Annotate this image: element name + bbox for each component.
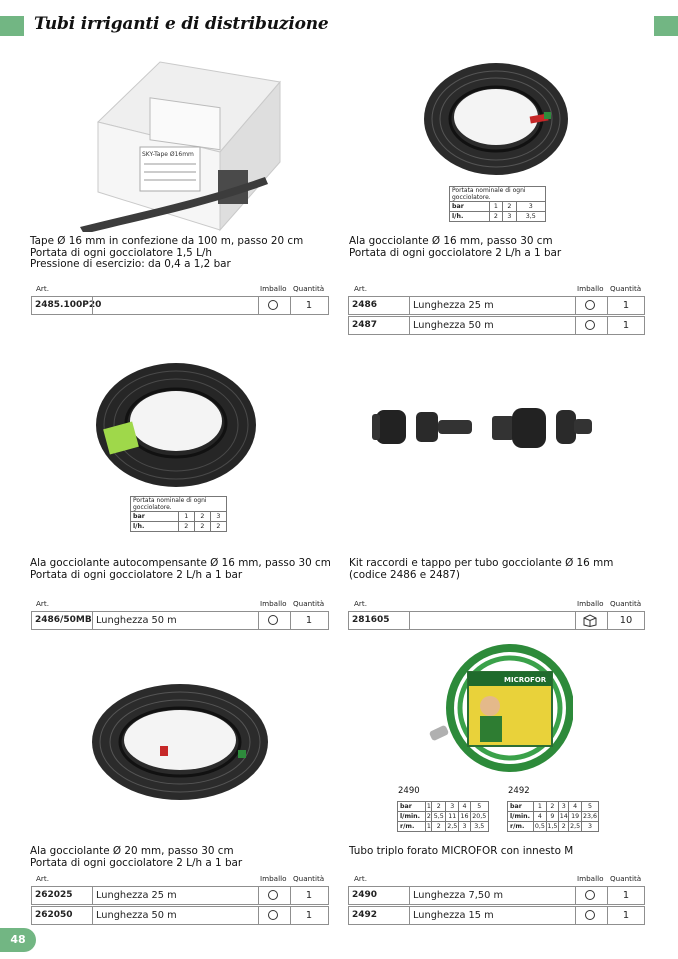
article-code: 2486/50MB [35,615,92,625]
package-ring-icon [585,890,595,900]
quantity: 1 [622,890,630,901]
product-image-microfor-hose [428,644,573,776]
package-ring-icon [585,910,595,920]
table-cell: 1 [534,802,547,812]
table-cell: 4 [569,802,582,812]
desc-line: (codice 2486 e 2487) [349,568,460,581]
desc-line: Kit raccordi e tappo per tubo gocciolante Ø 16 mm [349,557,614,569]
table-cell: 2 [194,512,210,522]
tape-box-label: SKY-Tape Ø16mm [142,151,194,158]
table-cell: r/m. [398,822,426,832]
product-description-hose-16 [349,236,561,259]
table-cell: 3 [516,202,545,212]
column-header-art: Art. [354,599,367,608]
product-description-tape [30,236,303,271]
table-row [348,906,645,925]
table-cell: 3 [581,822,598,832]
product-image-compensating-coil [92,355,262,490]
table-cell: 11 [445,812,459,822]
item-label: Lunghezza 50 m [413,320,494,331]
column-header-imballo: Imballo [577,874,604,883]
product-image-hose-coil-20mm [88,680,273,805]
table-cell: 2 [426,813,431,820]
table-cell: 2 [503,202,516,212]
table-cell: 23,6 [582,813,597,820]
table-cell: 1 [178,512,194,522]
table-cell: 2 [489,212,502,222]
table-cell: bar [398,802,426,812]
table-cell: 5 [581,802,598,812]
table-cell: 2,5 [447,823,458,830]
table-row [348,316,645,335]
item-label: Lunghezza 15 m [413,910,494,921]
desc-line: Ala gocciolante Ø 16 mm, passo 30 cm [349,235,553,247]
table-cell: 2,5 [570,823,581,830]
table-cell: 4 [534,812,547,822]
article-code: 2485.100P20 [35,300,102,310]
table-cell: 1 [489,202,502,212]
desc-line: Ala gocciolante Ø 20 mm, passo 30 cm [30,845,234,857]
column-header-imballo: Imballo [260,284,287,293]
quantity: 1 [622,300,630,311]
table-cell: 0,5 [534,823,545,830]
table-cell: 5 [470,802,488,812]
table-cell: 5,5 [433,813,444,820]
desc-line: Portata di ogni gocciolatore 2 L/h a 1 bar [30,568,243,581]
article-code: 281605 [352,615,390,625]
table-cell: l/h. [450,212,490,222]
table-row [31,886,329,905]
header-tab-left [0,16,24,36]
column-header-quantita: Quantità [293,284,325,293]
table-cell: 1 [426,803,431,810]
desc-line: Pressione di esercizio: da 0,4 a 1,2 bar [30,258,231,270]
header-tab-right [654,16,678,36]
quantity: 1 [305,910,313,921]
table-cell: 2 [178,522,194,532]
flow-table-2486-50mb [130,496,227,532]
table-cell: 3 [559,802,569,812]
product-image-hose-coil [420,55,575,180]
column-header-art: Art. [36,284,49,293]
column-header-quantita: Quantità [293,599,325,608]
variant-code-2492: 2492 [508,786,530,796]
table-cell: 4 [459,802,470,812]
column-header-art: Art. [36,874,49,883]
package-ring-icon [268,300,278,310]
column-header-imballo: Imballo [260,599,287,608]
flow-table-2492 [507,801,599,832]
table-cell: r/m. [508,822,534,832]
table-cell: 1,5 [547,823,558,830]
table-cell: 2 [432,822,446,832]
column-header-quantita: Quantità [610,874,642,883]
column-header-imballo: Imballo [577,284,604,293]
table-cell: l/h. [131,522,179,532]
table-row [31,906,329,925]
column-header-quantita: Quantità [610,284,642,293]
package-ring-icon [268,910,278,920]
table-row [31,611,329,630]
table-cell: l/min. [398,812,426,822]
flow-table-caption: Portata nominale di ogni gocciolatore. [131,497,227,512]
product-description-fittings-kit [349,558,613,581]
table-cell: 2 [194,522,210,532]
desc-line: Portata di ogni gocciolatore 2 L/h a 1 bar [30,856,243,869]
column-header-imballo: Imballo [577,599,604,608]
column-header-art: Art. [354,284,367,293]
article-code: 2492 [352,910,378,920]
package-ring-icon [585,320,595,330]
desc-line: Portata di ogni gocciolatore 2 L/h a 1 bar [349,246,562,259]
quantity: 1 [305,300,313,311]
product-image-fittings-kit [370,398,595,458]
column-header-quantita: Quantità [610,599,642,608]
table-row [348,296,645,315]
desc-line: Portata di ogni gocciolatore 1,5 L/h [30,246,212,259]
table-cell: 2 [432,802,446,812]
table-cell: bar [508,802,534,812]
table-cell: bar [450,202,490,212]
table-cell: 14 [559,813,568,820]
table-cell: 9 [546,812,559,822]
column-header-art: Art. [36,599,49,608]
quantity: 1 [622,910,630,921]
package-ring-icon [585,300,595,310]
page-title: Tubi irriganti e di distribuzione [34,14,329,34]
column-header-art: Art. [354,874,367,883]
desc-line: Tubo triplo forato MICROFOR con innesto M [349,845,574,857]
desc-line: Ala gocciolante autocompensante Ø 16 mm, passo 30 cm [30,557,331,569]
quantity: 10 [619,615,633,626]
desc-line: Tape Ø 16 mm in confezione da 100 m, passo 20 cm [30,235,304,247]
variant-code-2490: 2490 [398,786,420,796]
table-cell: 3 [210,512,226,522]
table-cell: 3 [503,212,516,222]
article-code: 2486 [352,300,378,310]
article-code: 262025 [35,890,73,900]
table-cell: 2 [210,522,226,532]
column-header-quantita: Quantità [293,874,325,883]
table-cell: 3 [445,802,459,812]
product-description-hose-20 [30,846,242,869]
table-cell: 1 [426,823,431,830]
hose-label: MICROFOR [504,676,547,684]
quantity: 1 [305,890,313,901]
article-code: 2487 [352,320,378,330]
table-row [31,296,329,315]
table-cell: 2 [546,802,559,812]
product-image-tape-box [80,52,290,232]
table-cell: 20,5 [470,812,488,822]
product-description-compensating [30,558,331,581]
page-number-badge: 48 [0,928,36,952]
column-header-imballo: Imballo [260,874,287,883]
package-ring-icon [268,615,278,625]
item-label: Lunghezza 25 m [96,890,177,901]
article-code: 262050 [35,910,73,920]
package-ring-icon [268,890,278,900]
item-label: Lunghezza 7,50 m [413,890,504,901]
item-label: Lunghezza 50 m [96,910,177,921]
quantity: 1 [622,320,630,331]
item-label: Lunghezza 25 m [413,300,494,311]
package-box-icon [583,614,597,627]
flow-table-2490 [397,801,489,832]
table-row [348,886,645,905]
item-label: Lunghezza 50 m [96,615,177,626]
table-cell: 16 [460,813,469,820]
table-cell: 19 [569,812,582,822]
product-description-microfor [349,846,573,858]
table-cell: 3,5 [470,822,488,832]
table-cell: 2 [559,822,569,832]
article-code: 2490 [352,890,378,900]
table-cell: 3 [459,822,470,832]
table-cell: l/min. [508,812,534,822]
quantity: 1 [305,615,313,626]
table-cell: bar [131,512,179,522]
table-cell: 3,5 [516,212,545,222]
table-row [348,611,645,630]
flow-table-caption: Portata nominale di ogni gocciolatore. [450,187,546,202]
flow-table-2486 [449,186,546,222]
